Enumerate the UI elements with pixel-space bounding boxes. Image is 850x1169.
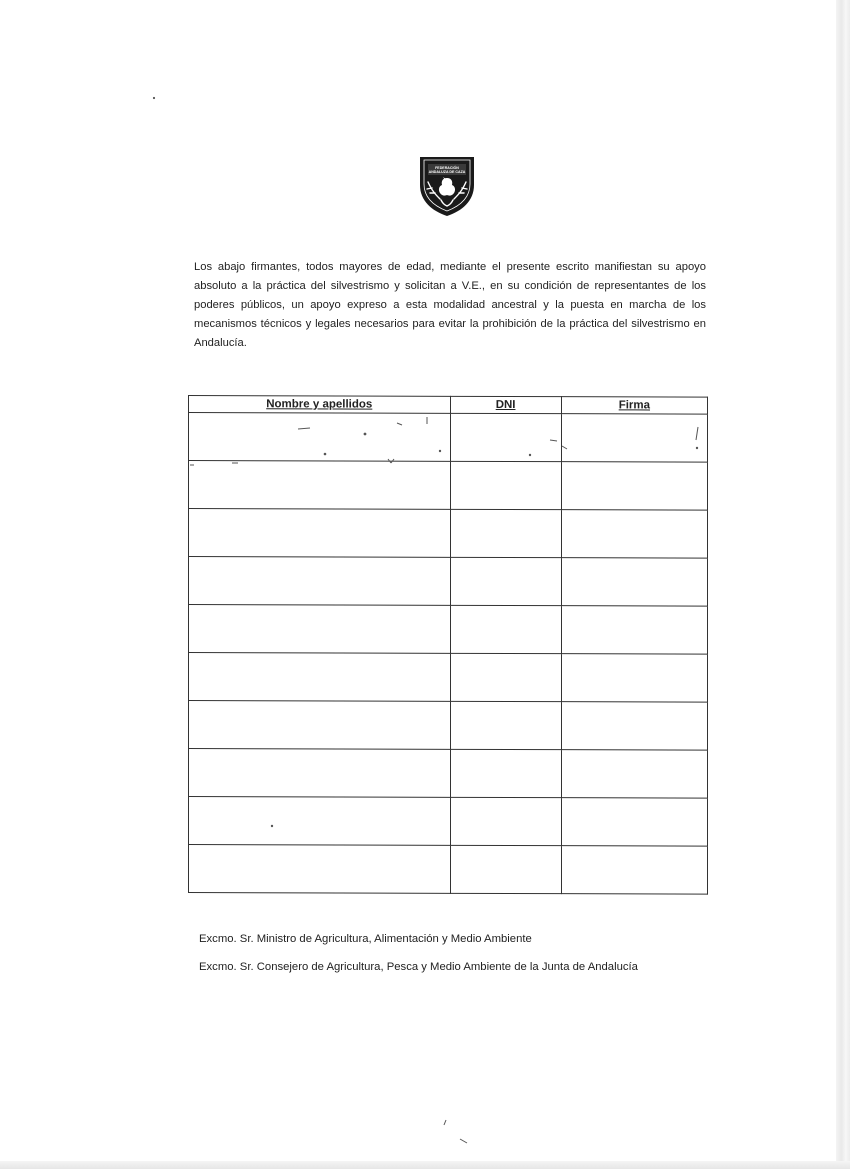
- signature-cell[interactable]: [561, 510, 707, 558]
- name-cell[interactable]: [189, 509, 451, 558]
- dni-cell[interactable]: [450, 653, 561, 701]
- addressee-minister: Excmo. Sr. Ministro de Agricultura, Alimentación y Medio Ambiente: [199, 933, 532, 945]
- name-cell[interactable]: [189, 845, 451, 894]
- signature-cell[interactable]: [561, 846, 707, 894]
- dni-cell[interactable]: [450, 845, 561, 893]
- crest-text-line-2: ANDALUZA DE CAZA: [428, 170, 466, 175]
- signature-cell[interactable]: [561, 702, 707, 750]
- name-cell[interactable]: [189, 461, 451, 510]
- name-cell[interactable]: [189, 749, 451, 798]
- dni-cell[interactable]: [450, 413, 561, 461]
- signature-cell[interactable]: [561, 558, 707, 606]
- intro-paragraph: Los abajo firmantes, todos mayores de edad, mediante el presente escrito manifiestan su apoyo absoluto a la práctica del silvestrismo y solicitan a V.E., en su condición de representantes de los poderes públicos, un apoyo expreso a esta modalidad ancestral y la puesta en marcha de los mecanismos técnicos y legales necesarios para evitar la prohibición de la práctica del silvestrismo en Andalucía.: [194, 261, 706, 349]
- dni-cell[interactable]: [450, 557, 561, 605]
- addressee-regional-counselor: Excmo. Sr. Consejero de Agricultura, Pesca y Medio Ambiente de la Junta de Andalucía: [199, 961, 638, 973]
- name-cell[interactable]: [189, 605, 451, 654]
- table-row: [189, 509, 708, 559]
- table-row: [189, 461, 708, 511]
- signature-table: [188, 395, 708, 895]
- dni-cell[interactable]: [450, 797, 561, 845]
- signature-cell[interactable]: [561, 414, 707, 462]
- table-header-row: [189, 396, 708, 415]
- paper-edge-right: [836, 0, 850, 1169]
- name-cell[interactable]: [189, 557, 451, 606]
- table-row: [189, 605, 708, 655]
- table-row: [189, 653, 708, 703]
- header-firma: Firma: [561, 397, 707, 414]
- dni-cell[interactable]: [450, 605, 561, 653]
- table-row: [189, 557, 708, 607]
- name-cell[interactable]: [189, 653, 451, 702]
- table-row: [189, 701, 708, 751]
- dni-cell[interactable]: [450, 461, 561, 509]
- name-cell[interactable]: [189, 413, 451, 462]
- signature-cell[interactable]: [561, 606, 707, 654]
- dni-cell[interactable]: [450, 701, 561, 749]
- name-cell[interactable]: [189, 701, 451, 750]
- dni-cell[interactable]: [450, 749, 561, 797]
- signature-cell[interactable]: [561, 798, 707, 846]
- table-row: [189, 749, 708, 799]
- dni-cell[interactable]: [450, 509, 561, 557]
- paper-edge-bottom: [0, 1161, 850, 1169]
- signature-cell[interactable]: [561, 462, 707, 510]
- name-cell[interactable]: [189, 797, 451, 846]
- table-row: [189, 797, 708, 847]
- signature-cell[interactable]: [561, 654, 707, 702]
- table-row: [189, 845, 708, 895]
- signature-cell[interactable]: [561, 750, 707, 798]
- crest-text-line-1: FEDERACIÓN: [435, 165, 459, 170]
- federation-crest-icon: [418, 155, 476, 217]
- header-dni: DNI: [450, 396, 561, 413]
- header-name: Nombre y apellidos: [189, 396, 451, 414]
- table-row: [189, 413, 708, 463]
